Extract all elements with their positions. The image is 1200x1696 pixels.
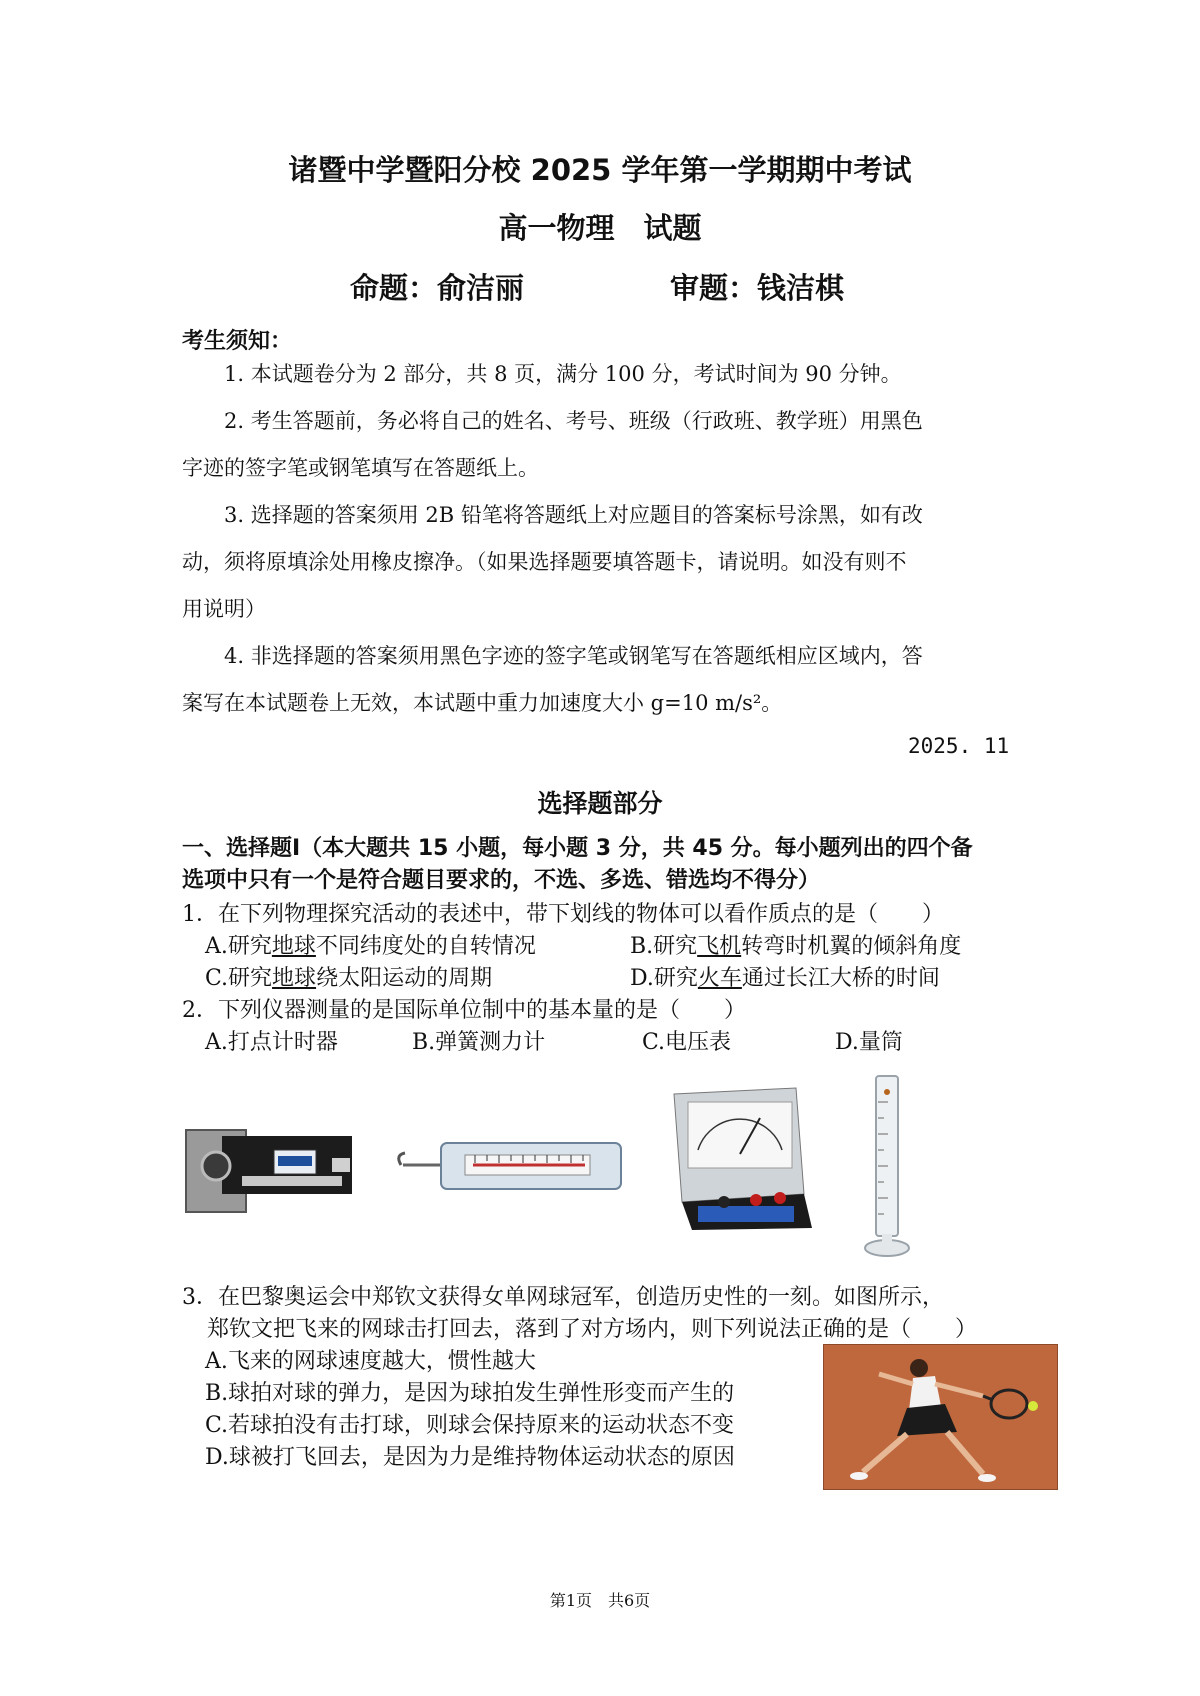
- q1-option-a: A.研究地球不同纬度处的自转情况: [205, 934, 536, 959]
- q2-option-d: D.量筒: [835, 1030, 903, 1055]
- notice-item-4: 4. 非选择题的答案须用黑色字迹的签字笔或钢笔写在答题纸相应区域内，答 案写在本试题卷上无效，本试题中重力加速度大小 g=10 m/s²。: [182, 644, 923, 715]
- exam-subtitle: 高一物理 试题: [498, 211, 702, 245]
- q1-option-c: C.研究地球绕太阳运动的周期: [205, 966, 493, 991]
- q3-option-d: D.球被打飞回去，是因为力是维持物体运动状态的原因: [205, 1445, 735, 1470]
- q1-option-b: B.研究飞机转弯时机翼的倾斜角度: [630, 934, 962, 959]
- exam-title: 诸暨中学暨阳分校 2025 学年第一学期期中考试: [288, 153, 912, 187]
- q2-option-c: C.电压表: [642, 1030, 732, 1055]
- author-line: 命题：俞洁丽: [350, 271, 525, 305]
- exam-date: 2025. 11: [908, 734, 1010, 758]
- notice-item-2: 2. 考生答题前，务必将自己的姓名、考号、班级（行政班、教学班）用黑色 字迹的签字笔或钢笔填写在答题纸上。: [182, 409, 923, 480]
- q3-stem-line2: 郑钦文把飞来的网球击打回去，落到了对方场内，则下列说法正确的是（ ）: [207, 1317, 978, 1342]
- q3-stem-line1: 3．在巴黎奥运会中郑钦文获得女单网球冠军，创造历史性的一刻。如图所示，: [182, 1285, 944, 1310]
- tennis-player-photo: [823, 1344, 1058, 1490]
- spring-scale-image: [395, 1135, 625, 1195]
- q3-option-c: C.若球拍没有击打球，则球会保持原来的运动状态不变: [205, 1413, 735, 1438]
- q3-option-b: B.球拍对球的弹力，是因为球拍发生弹性形变而产生的: [205, 1381, 735, 1406]
- measuring-cylinder-image: [858, 1072, 918, 1262]
- notice-heading: 考生须知：: [182, 329, 293, 354]
- q2-stem: 2．下列仪器测量的是国际单位制中的基本量的是（ ）: [182, 998, 746, 1023]
- q2-option-b: B.弹簧测力计: [412, 1030, 546, 1055]
- voltmeter-image: [664, 1082, 814, 1232]
- q1-option-d: D.研究火车通过长江大桥的时间: [630, 966, 940, 991]
- part1-heading: 一、选择题Ⅰ（本大题共 15 小题，每小题 3 分，共 45 分。每小题列出的四个备 选项中只有一个是符合题目要求的，不选、多选、错选均不得分）: [182, 836, 973, 893]
- timer-image: [182, 1118, 357, 1218]
- section-title: 选择题部分: [537, 789, 663, 818]
- page-footer: 第1页 共6页: [549, 1591, 651, 1610]
- q1-stem: 1．在下列物理探究活动的表述中，带下划线的物体可以看作质点的是（ ）: [182, 902, 944, 927]
- notice-item-1: 1. 本试题卷分为 2 部分，共 8 页，满分 100 分，考试时间为 90 分钟。: [224, 362, 902, 386]
- reviewer-line: 审题：钱洁棋: [670, 271, 845, 305]
- notice-item-3: 3. 选择题的答案须用 2B 铅笔将答题纸上对应题目的答案标号涂黑，如有改 动，须将原填涂处用橡皮擦净。（如果选择题要填答题卡，请说明。如没有则不 用说明）: [182, 503, 923, 621]
- q3-option-a: A.飞来的网球速度越大，惯性越大: [205, 1349, 536, 1374]
- q2-option-a: A.打点计时器: [205, 1030, 338, 1055]
